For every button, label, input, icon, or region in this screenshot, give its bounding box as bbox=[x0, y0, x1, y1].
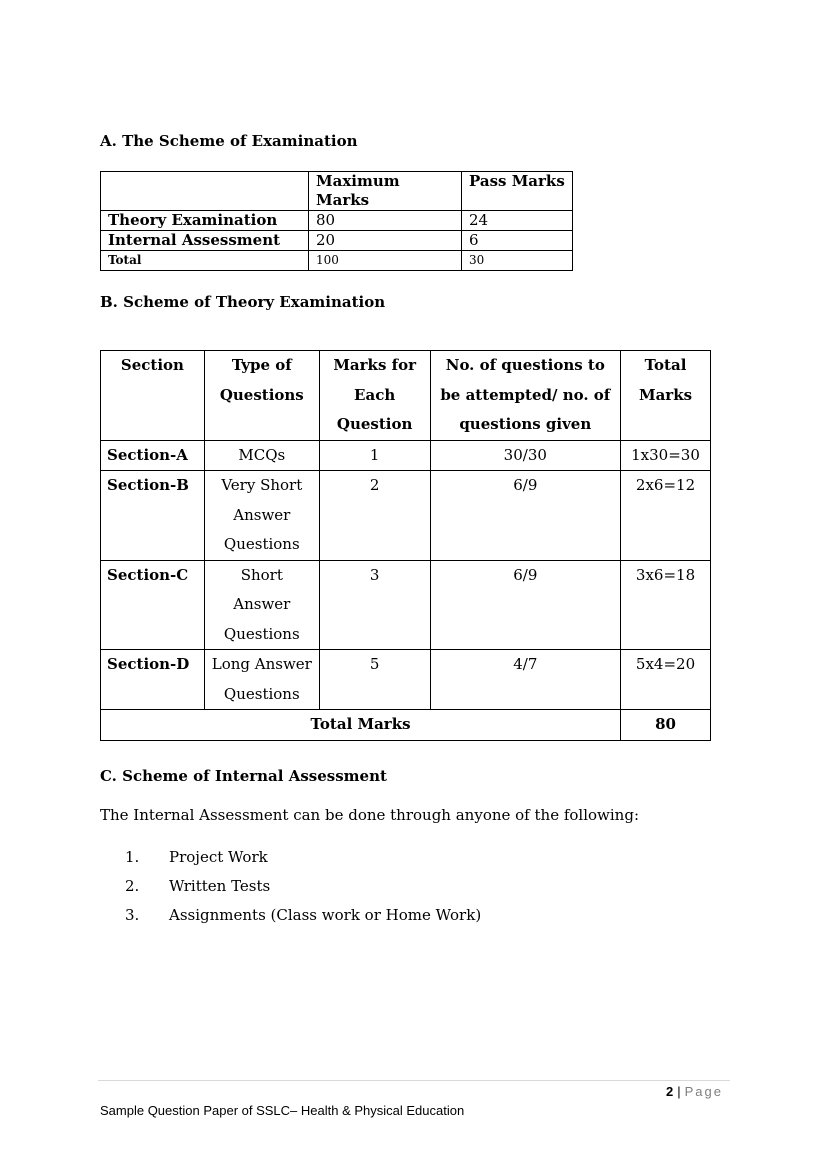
table-header-cell: Section bbox=[101, 351, 205, 441]
table-cell: 24 bbox=[462, 211, 573, 231]
table-cell: 20 bbox=[309, 231, 462, 251]
table-cell: Total bbox=[101, 251, 309, 271]
section-a-title: A. The Scheme of Examination bbox=[100, 132, 358, 150]
table-row-total bbox=[101, 710, 711, 741]
page-number bbox=[666, 1084, 723, 1099]
list-number: 2. bbox=[125, 877, 140, 895]
list-item bbox=[100, 876, 481, 905]
theory-examination-table bbox=[100, 350, 711, 741]
table-cell: 1 bbox=[319, 440, 430, 471]
table-row-total bbox=[101, 251, 573, 271]
footer-divider bbox=[98, 1080, 730, 1081]
table-cell: Very Short Answer Questions bbox=[204, 471, 319, 561]
footer-text: Sample Question Paper of SSLC– Health & Physical Education bbox=[100, 1103, 465, 1118]
section-b-title: B. Scheme of Theory Examination bbox=[100, 293, 386, 311]
table-header-cell: Total Marks bbox=[621, 351, 711, 441]
table-row bbox=[101, 231, 573, 251]
table-cell: 4/7 bbox=[430, 650, 620, 710]
table-cell: 80 bbox=[309, 211, 462, 231]
internal-assessment-intro: The Internal Assessment can be done through anyone of the following: bbox=[100, 806, 639, 824]
table-cell: 1x30=30 bbox=[621, 440, 711, 471]
total-marks-value: 80 bbox=[621, 710, 711, 741]
list-text: Written Tests bbox=[169, 877, 271, 895]
table-row bbox=[101, 650, 711, 710]
table-cell: 100 bbox=[309, 251, 462, 271]
table-cell: 3 bbox=[319, 560, 430, 650]
table-cell: 6 bbox=[462, 231, 573, 251]
table-header-cell: Pass Marks bbox=[462, 172, 573, 211]
table-cell: Section-D bbox=[101, 650, 205, 710]
table-cell: Internal Assessment bbox=[101, 231, 309, 251]
table-header-row bbox=[101, 172, 573, 211]
table-row bbox=[101, 471, 711, 561]
table-row bbox=[101, 440, 711, 471]
list-number: 1. bbox=[125, 848, 140, 866]
table-cell: 5x4=20 bbox=[621, 650, 711, 710]
page-separator: | bbox=[677, 1084, 681, 1099]
table-header-row bbox=[101, 351, 711, 441]
scheme-of-examination-table bbox=[100, 171, 573, 271]
table-cell: Section-C bbox=[101, 560, 205, 650]
section-c-title: C. Scheme of Internal Assessment bbox=[100, 767, 387, 785]
table-header-cell: No. of questions to be attempted/ no. of questions given bbox=[430, 351, 620, 441]
table-header-cell: Marks for Each Question bbox=[319, 351, 430, 441]
table-cell: 30/30 bbox=[430, 440, 620, 471]
table-cell: Short Answer Questions bbox=[204, 560, 319, 650]
table-header-cell bbox=[101, 172, 309, 211]
table-row bbox=[101, 560, 711, 650]
table-cell: Section-A bbox=[101, 440, 205, 471]
page-number-value: 2 bbox=[666, 1084, 674, 1099]
table-cell: Section-B bbox=[101, 471, 205, 561]
list-number: 3. bbox=[125, 906, 140, 924]
table-cell: 5 bbox=[319, 650, 430, 710]
assessment-list bbox=[100, 847, 481, 934]
table-row bbox=[101, 211, 573, 231]
list-text: Project Work bbox=[169, 848, 268, 866]
table-cell: Theory Examination bbox=[101, 211, 309, 231]
page-label: Page bbox=[684, 1084, 723, 1099]
table-cell: 6/9 bbox=[430, 471, 620, 561]
table-cell: 6/9 bbox=[430, 560, 620, 650]
list-item bbox=[100, 905, 481, 934]
table-cell: 2 bbox=[319, 471, 430, 561]
table-cell: 3x6=18 bbox=[621, 560, 711, 650]
table-cell: 2x6=12 bbox=[621, 471, 711, 561]
list-item bbox=[100, 847, 481, 876]
table-cell: 30 bbox=[462, 251, 573, 271]
table-header-cell: Maximum Marks bbox=[309, 172, 462, 211]
table-cell: MCQs bbox=[204, 440, 319, 471]
total-marks-label: Total Marks bbox=[101, 710, 621, 741]
table-cell: Long Answer Questions bbox=[204, 650, 319, 710]
list-text: Assignments (Class work or Home Work) bbox=[169, 906, 482, 924]
table-header-cell: Type of Questions bbox=[204, 351, 319, 441]
